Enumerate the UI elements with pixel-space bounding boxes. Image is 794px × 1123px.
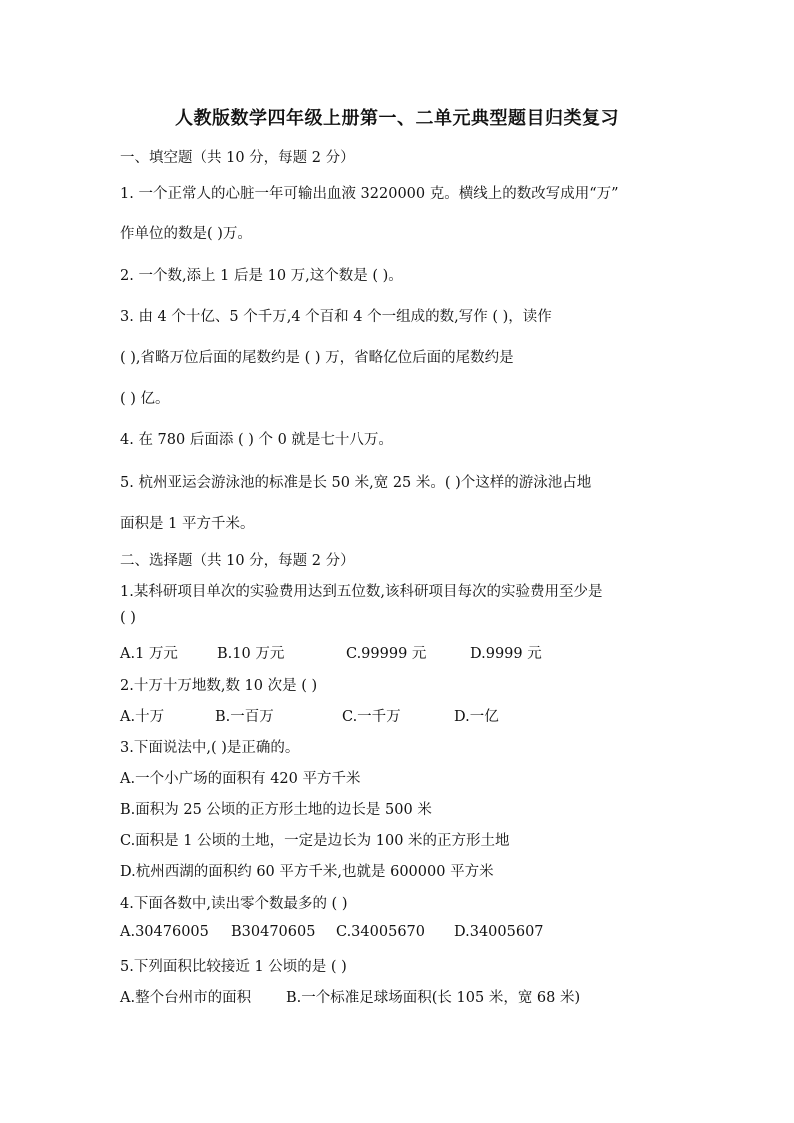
choice-q3-option-b: B.面积为 25 公顷的正方形土地的边长是 500 米 (120, 802, 432, 818)
choice-q4-option-b: B30470605 (231, 924, 316, 940)
choice-q2-option-a: A.十万 (120, 709, 165, 725)
section2-heading: 二、选择题（共 10 分，每题 2 分） (120, 553, 355, 569)
choice-q2-option-b: B.一百万 (215, 709, 274, 725)
choice-q5-option-a: A.整个台州市的面积 (120, 990, 252, 1006)
choice-q3-option-d: D.杭州西湖的面积约 60 平方千米,也就是 600000 平方米 (120, 864, 494, 880)
choice-q3-option-a: A.一个小广场的面积有 420 平方千米 (120, 771, 361, 787)
page-title: 人教版数学四年级上册第一、二单元典型题目归类复习 (175, 108, 619, 129)
choice-q2-option-d: D.一亿 (454, 709, 499, 725)
fill-q3-line3: ( ) 亿。 (120, 391, 170, 407)
choice-q4-option-d: D.34005607 (454, 924, 544, 940)
fill-q5-line2: 面积是 1 平方千米。 (120, 516, 255, 532)
choice-q2-option-c: C.一千万 (342, 709, 401, 725)
fill-q2: 2. 一个数,添上 1 后是 10 万,这个数是 ( )。 (120, 268, 403, 284)
fill-q3-line1: 3. 由 4 个十亿、5 个千万,4 个百和 4 个一组成的数,写作 ( )，读作 (120, 309, 552, 325)
choice-q1-option-c: C.99999 元 (346, 646, 427, 662)
choice-q3-stem: 3.下面说法中,( )是正确的。 (120, 740, 300, 756)
choice-q5-option-b: B.一个标准足球场面积(长 105 米，宽 68 米) (286, 990, 581, 1006)
choice-q1-option-b: B.10 万元 (217, 646, 285, 662)
choice-q5-stem: 5.下列面积比较接近 1 公顷的是 ( ) (120, 959, 347, 975)
choice-q2-stem: 2.十万十万地数,数 10 次是 ( ) (120, 678, 318, 694)
fill-q3-line2: ( ),省略万位后面的尾数约是 ( ) 万，省略亿位后面的尾数约是 (120, 350, 514, 366)
fill-q1-line1: 1. 一个正常人的心脏一年可输出血液 3220000 克。横线上的数改写成用“万” (120, 186, 619, 202)
fill-q4: 4. 在 780 后面添 ( ) 个 0 就是七十八万。 (120, 432, 393, 448)
section1-heading: 一、填空题（共 10 分，每题 2 分） (120, 150, 355, 166)
choice-q4-stem: 4.下面各数中,读出零个数最多的 ( ) (120, 896, 348, 912)
choice-q3-option-c: C.面积是 1 公顷的土地，一定是边长为 100 米的正方形土地 (120, 833, 510, 849)
choice-q4-option-a: A.30476005 (120, 924, 209, 940)
fill-q5-line1: 5. 杭州亚运会游泳池的标准是长 50 米,宽 25 米。( )个这样的游泳池占地 (120, 475, 592, 491)
choice-q4-option-c: C.34005670 (336, 924, 425, 940)
choice-q1-line1: 1.某科研项目单次的实验费用达到五位数,该科研项目每次的实验费用至少是 (120, 584, 603, 600)
choice-q1-line2: ( ) (120, 610, 136, 626)
fill-q1-line2: 作单位的数是( )万。 (120, 226, 252, 242)
choice-q1-option-d: D.9999 元 (470, 646, 542, 662)
choice-q1-option-a: A.1 万元 (120, 646, 178, 662)
